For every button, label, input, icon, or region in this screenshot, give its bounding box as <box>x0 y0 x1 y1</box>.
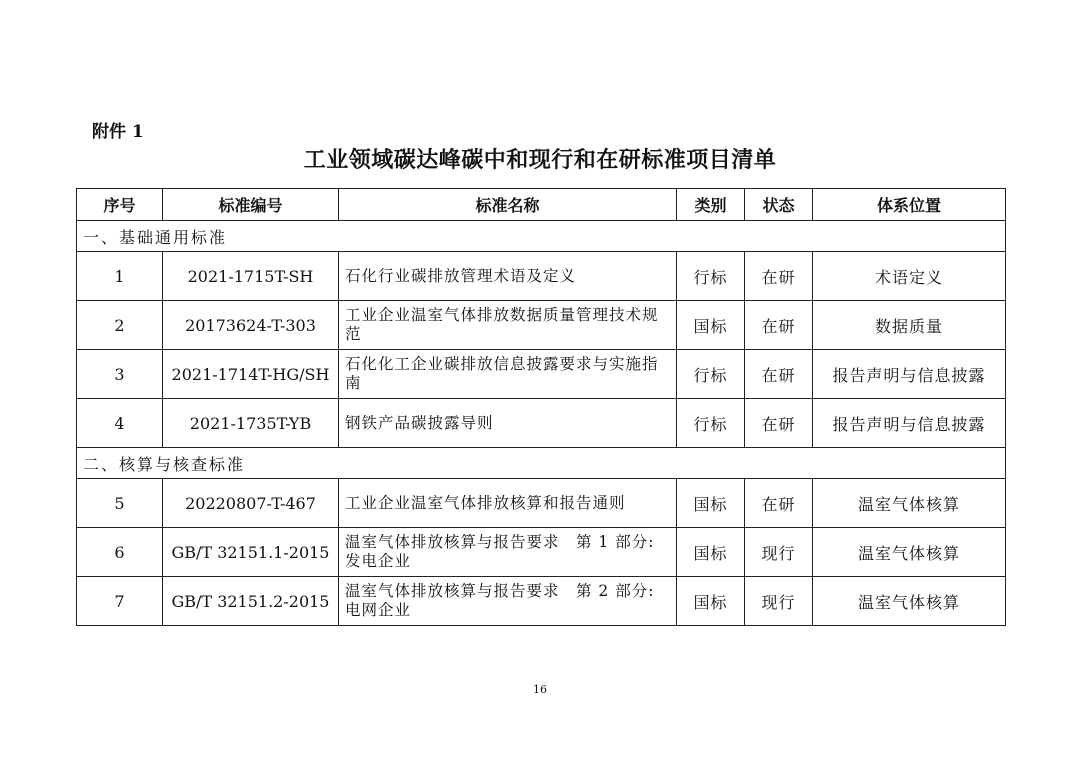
section-label: 一、基础通用标准 <box>77 221 1006 252</box>
cell-name: 工业企业温室气体排放核算和报告通则 <box>339 479 677 528</box>
table-row <box>77 528 1006 577</box>
cell-name: 石化化工企业碳排放信息披露要求与实施指南 <box>339 350 677 399</box>
header-name: 标准名称 <box>339 189 677 221</box>
cell-name: 石化行业碳排放管理术语及定义 <box>339 252 677 301</box>
cell-category: 国标 <box>677 479 745 528</box>
cell-category: 行标 <box>677 350 745 399</box>
cell-position: 温室气体核算 <box>813 577 1006 626</box>
cell-status: 现行 <box>745 577 813 626</box>
cell-no: 6 <box>77 528 163 577</box>
header-no: 序号 <box>77 189 163 221</box>
cell-code: 20173624-T-303 <box>163 301 339 350</box>
cell-category: 行标 <box>677 399 745 448</box>
table-row <box>77 252 1006 301</box>
page-number: 16 <box>533 683 547 696</box>
cell-name: 钢铁产品碳披露导则 <box>339 399 677 448</box>
cell-no: 1 <box>77 252 163 301</box>
cell-category: 国标 <box>677 301 745 350</box>
cell-name: 工业企业温室气体排放数据质量管理技术规范 <box>339 301 677 350</box>
header-code: 标准编号 <box>163 189 339 221</box>
cell-no: 2 <box>77 301 163 350</box>
cell-code: GB/T 32151.2-2015 <box>163 577 339 626</box>
cell-status: 现行 <box>745 528 813 577</box>
cell-position: 温室气体核算 <box>813 479 1006 528</box>
cell-category: 国标 <box>677 528 745 577</box>
cell-position: 温室气体核算 <box>813 528 1006 577</box>
cell-code: 20220807-T-467 <box>163 479 339 528</box>
cell-no: 5 <box>77 479 163 528</box>
standards-table <box>76 188 1006 626</box>
cell-status: 在研 <box>745 479 813 528</box>
header-category: 类别 <box>677 189 745 221</box>
cell-status: 在研 <box>745 350 813 399</box>
section-label: 二、核算与核查标准 <box>77 448 1006 479</box>
cell-no: 7 <box>77 577 163 626</box>
header-status: 状态 <box>745 189 813 221</box>
cell-position: 报告声明与信息披露 <box>813 399 1006 448</box>
cell-status: 在研 <box>745 399 813 448</box>
cell-position: 术语定义 <box>813 252 1006 301</box>
cell-status: 在研 <box>745 301 813 350</box>
section-row <box>77 221 1006 252</box>
header-position: 体系位置 <box>813 189 1006 221</box>
section-row <box>77 448 1006 479</box>
table-row <box>77 577 1006 626</box>
table-header-row <box>77 189 1006 221</box>
cell-code: 2021-1714T-HG/SH <box>163 350 339 399</box>
cell-name: 温室气体排放核算与报告要求 第 2 部分: 电网企业 <box>339 577 677 626</box>
cell-name: 温室气体排放核算与报告要求 第 1 部分: 发电企业 <box>339 528 677 577</box>
cell-category: 国标 <box>677 577 745 626</box>
page-title: 工业领域碳达峰碳中和现行和在研标准项目清单 <box>303 147 777 173</box>
cell-position: 数据质量 <box>813 301 1006 350</box>
attachment-label: 附件 1 <box>92 122 144 142</box>
table-row <box>77 399 1006 448</box>
cell-no: 3 <box>77 350 163 399</box>
cell-code: GB/T 32151.1-2015 <box>163 528 339 577</box>
cell-position: 报告声明与信息披露 <box>813 350 1006 399</box>
cell-category: 行标 <box>677 252 745 301</box>
cell-status: 在研 <box>745 252 813 301</box>
table-row <box>77 479 1006 528</box>
table-row <box>77 350 1006 399</box>
cell-code: 2021-1715T-SH <box>163 252 339 301</box>
table-row <box>77 301 1006 350</box>
cell-no: 4 <box>77 399 163 448</box>
cell-code: 2021-1735T-YB <box>163 399 339 448</box>
